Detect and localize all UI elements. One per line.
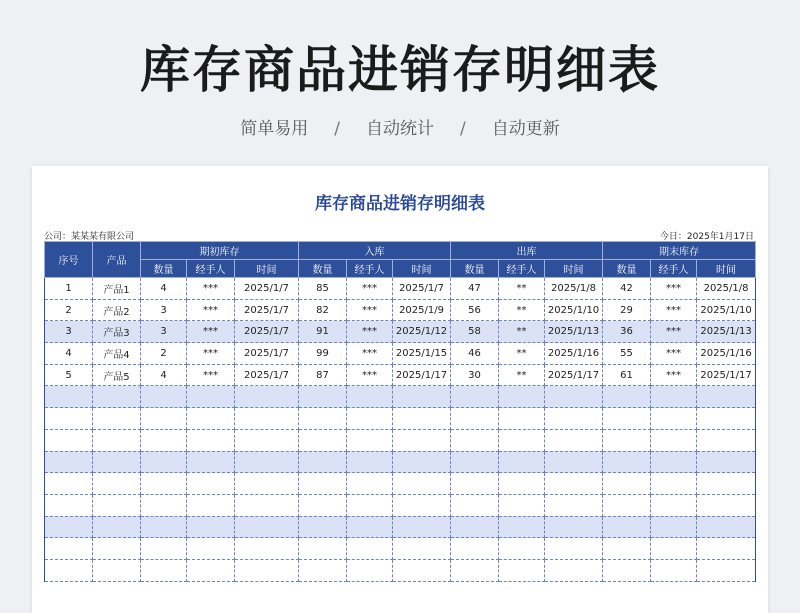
table-row [45, 429, 756, 451]
cell-in-qty: 99 [299, 343, 347, 365]
cell-close-date [697, 429, 756, 451]
cell-close-handler [651, 538, 697, 560]
header-row-groups [45, 242, 756, 260]
cell-in-qty: 85 [299, 278, 347, 300]
cell-open-handler [187, 408, 235, 430]
header-date: 时间 [235, 260, 299, 278]
cell-close-qty [603, 473, 651, 495]
cell-out-date [545, 386, 603, 408]
cell-index: 1 [45, 278, 93, 300]
cell-product [93, 559, 141, 581]
cell-out-handler [499, 386, 545, 408]
cell-open-date: 2025/1/7 [235, 278, 299, 300]
cell-in-date: 2025/1/9 [393, 299, 451, 321]
cell-close-date: 2025/1/16 [697, 343, 756, 365]
cell-product [93, 386, 141, 408]
today-label: 今日：2025年1月17日 [659, 232, 754, 242]
cell-out-handler [499, 538, 545, 560]
header-row-sub [45, 260, 756, 278]
cell-out-date: 2025/1/8 [545, 278, 603, 300]
header-handler: 经手人 [347, 260, 393, 278]
cell-open-date [235, 516, 299, 538]
cell-in-handler [347, 516, 393, 538]
cell-product: 产品2 [93, 299, 141, 321]
cell-out-qty: 58 [451, 321, 499, 343]
cell-index: 5 [45, 364, 93, 386]
cell-close-qty: 36 [603, 321, 651, 343]
cell-out-qty [451, 559, 499, 581]
cell-close-date [697, 538, 756, 560]
cell-open-handler: *** [187, 343, 235, 365]
cell-out-date: 2025/1/17 [545, 364, 603, 386]
cell-in-handler: *** [347, 343, 393, 365]
cell-open-handler [187, 559, 235, 581]
cell-in-qty: 91 [299, 321, 347, 343]
cell-open-handler [187, 429, 235, 451]
cell-product: 产品1 [93, 278, 141, 300]
cell-open-qty [141, 494, 187, 516]
cell-out-handler: ** [499, 343, 545, 365]
table-row [45, 451, 756, 473]
cell-index [45, 516, 93, 538]
cell-close-qty [603, 559, 651, 581]
cell-open-handler [187, 516, 235, 538]
cell-out-qty: 47 [451, 278, 499, 300]
cell-open-qty [141, 451, 187, 473]
cell-close-qty: 42 [603, 278, 651, 300]
spreadsheet-preview [32, 166, 768, 613]
cell-open-qty [141, 516, 187, 538]
header-group-closing: 期末库存 [603, 242, 756, 260]
cell-close-date [697, 408, 756, 430]
cell-out-qty [451, 429, 499, 451]
cell-index [45, 538, 93, 560]
cell-open-handler: *** [187, 299, 235, 321]
cell-out-date [545, 429, 603, 451]
cell-in-qty [299, 559, 347, 581]
cell-open-date [235, 494, 299, 516]
cell-in-qty [299, 516, 347, 538]
header-group-outbound: 出库 [451, 242, 603, 260]
cell-open-date: 2025/1/7 [235, 321, 299, 343]
cell-in-handler [347, 451, 393, 473]
cell-open-qty [141, 386, 187, 408]
cell-product [93, 451, 141, 473]
cell-close-qty: 55 [603, 343, 651, 365]
cell-close-date [697, 559, 756, 581]
cell-close-handler: *** [651, 299, 697, 321]
cell-in-handler [347, 538, 393, 560]
cell-in-date [393, 451, 451, 473]
cell-out-date: 2025/1/13 [545, 321, 603, 343]
cell-open-handler: *** [187, 364, 235, 386]
cell-close-qty [603, 429, 651, 451]
cell-out-date [545, 451, 603, 473]
cell-in-qty [299, 494, 347, 516]
cell-open-handler: *** [187, 321, 235, 343]
subtitle-separator: / [460, 119, 466, 139]
subtitle-auto-update: 自动更新 [491, 119, 560, 139]
subtitle-separator: / [334, 119, 340, 139]
cell-out-date [545, 473, 603, 495]
table-row [45, 408, 756, 430]
cell-open-qty: 4 [141, 278, 187, 300]
cell-in-qty [299, 386, 347, 408]
cell-open-qty [141, 408, 187, 430]
header-handler: 经手人 [499, 260, 545, 278]
cell-in-handler: *** [347, 364, 393, 386]
cell-out-qty [451, 451, 499, 473]
header-index: 序号 [45, 242, 93, 278]
cell-close-handler: *** [651, 278, 697, 300]
cell-open-qty [141, 538, 187, 560]
cell-out-date [545, 494, 603, 516]
cell-open-handler [187, 473, 235, 495]
cell-open-date [235, 386, 299, 408]
cell-out-date: 2025/1/10 [545, 299, 603, 321]
table-row [45, 538, 756, 560]
cell-close-handler: *** [651, 321, 697, 343]
cell-open-qty [141, 473, 187, 495]
cell-product [93, 494, 141, 516]
cell-in-date [393, 473, 451, 495]
inventory-table [44, 241, 756, 582]
cell-close-date [697, 516, 756, 538]
cell-index: 3 [45, 321, 93, 343]
cell-open-date [235, 473, 299, 495]
cell-close-qty [603, 408, 651, 430]
cell-close-date: 2025/1/17 [697, 364, 756, 386]
cell-in-handler: *** [347, 278, 393, 300]
table-row [45, 559, 756, 581]
cell-close-qty [603, 451, 651, 473]
cell-out-qty: 46 [451, 343, 499, 365]
cell-out-handler [499, 408, 545, 430]
header-qty: 数量 [603, 260, 651, 278]
cell-in-handler [347, 429, 393, 451]
cell-close-handler [651, 386, 697, 408]
cell-in-date [393, 494, 451, 516]
header-group-opening: 期初库存 [141, 242, 299, 260]
cell-close-handler [651, 408, 697, 430]
cell-out-handler: ** [499, 278, 545, 300]
cell-open-handler [187, 451, 235, 473]
cell-open-date [235, 429, 299, 451]
cell-in-date [393, 559, 451, 581]
cell-product [93, 516, 141, 538]
cell-in-date [393, 386, 451, 408]
table-row [45, 278, 756, 300]
cell-open-handler: *** [187, 278, 235, 300]
cell-product: 产品5 [93, 364, 141, 386]
cell-open-qty: 3 [141, 321, 187, 343]
cell-open-handler [187, 386, 235, 408]
cell-out-handler [499, 559, 545, 581]
subtitle-auto-stats: 自动统计 [366, 119, 434, 139]
cell-close-date [697, 494, 756, 516]
table-row [45, 343, 756, 365]
cell-in-qty: 87 [299, 364, 347, 386]
cell-in-qty [299, 451, 347, 473]
header-date: 时间 [393, 260, 451, 278]
cell-close-date [697, 473, 756, 495]
header-qty: 数量 [451, 260, 499, 278]
cell-close-handler [651, 494, 697, 516]
cell-close-qty: 61 [603, 364, 651, 386]
cell-product [93, 408, 141, 430]
company-label: 公司：某某某有限公司 [44, 232, 135, 242]
cell-close-date: 2025/1/10 [697, 299, 756, 321]
cell-open-date [235, 559, 299, 581]
cell-close-qty [603, 516, 651, 538]
cell-out-qty [451, 386, 499, 408]
cell-close-date: 2025/1/8 [697, 278, 756, 300]
cell-index [45, 494, 93, 516]
cell-out-handler [499, 494, 545, 516]
table-row [45, 516, 756, 538]
header-qty: 数量 [299, 260, 347, 278]
header-group-inbound: 入库 [299, 242, 451, 260]
cell-open-qty [141, 429, 187, 451]
cell-out-qty [451, 408, 499, 430]
header-handler: 经手人 [187, 260, 235, 278]
cell-in-handler [347, 473, 393, 495]
cell-close-date [697, 386, 756, 408]
cell-close-handler: *** [651, 343, 697, 365]
cell-in-date: 2025/1/15 [393, 343, 451, 365]
table-row [45, 364, 756, 386]
cell-open-qty [141, 559, 187, 581]
cell-close-handler [651, 559, 697, 581]
cell-index [45, 451, 93, 473]
cell-close-date [697, 451, 756, 473]
cell-index: 2 [45, 299, 93, 321]
cell-close-handler [651, 451, 697, 473]
cell-open-date: 2025/1/7 [235, 299, 299, 321]
cell-out-qty: 30 [451, 364, 499, 386]
cell-out-handler: ** [499, 299, 545, 321]
cell-index [45, 386, 93, 408]
cell-in-qty [299, 473, 347, 495]
page-subtitle [0, 114, 800, 139]
cell-product: 产品3 [93, 321, 141, 343]
cell-out-handler [499, 473, 545, 495]
cell-close-handler [651, 516, 697, 538]
cell-close-qty [603, 538, 651, 560]
cell-in-qty [299, 408, 347, 430]
cell-out-qty [451, 494, 499, 516]
header-date: 时间 [697, 260, 756, 278]
cell-in-qty [299, 538, 347, 560]
cell-out-handler: ** [499, 321, 545, 343]
cell-product [93, 473, 141, 495]
cell-in-date [393, 408, 451, 430]
cell-in-date [393, 429, 451, 451]
header-handler: 经手人 [651, 260, 697, 278]
cell-open-date: 2025/1/7 [235, 343, 299, 365]
cell-out-qty: 56 [451, 299, 499, 321]
cell-index [45, 473, 93, 495]
table-row [45, 386, 756, 408]
cell-out-date [545, 408, 603, 430]
table-row [45, 473, 756, 495]
cell-out-handler [499, 516, 545, 538]
cell-product [93, 538, 141, 560]
cell-in-date [393, 538, 451, 560]
cell-close-handler: *** [651, 364, 697, 386]
page-title: 库存商品进销存明细表 [140, 41, 660, 99]
header-qty: 数量 [141, 260, 187, 278]
cell-in-handler: *** [347, 321, 393, 343]
cell-out-date [545, 538, 603, 560]
cell-in-handler [347, 408, 393, 430]
cell-in-handler [347, 559, 393, 581]
cell-close-qty [603, 494, 651, 516]
cell-open-date [235, 451, 299, 473]
cell-in-qty [299, 429, 347, 451]
cell-close-qty [603, 386, 651, 408]
sheet-title: 库存商品进销存明细表 [315, 194, 485, 214]
cell-out-handler: ** [499, 364, 545, 386]
cell-product: 产品4 [93, 343, 141, 365]
cell-index [45, 408, 93, 430]
cell-close-date: 2025/1/13 [697, 321, 756, 343]
cell-in-handler [347, 386, 393, 408]
cell-open-qty: 3 [141, 299, 187, 321]
cell-in-date [393, 516, 451, 538]
cell-close-qty: 29 [603, 299, 651, 321]
cell-close-handler [651, 429, 697, 451]
cell-out-date: 2025/1/16 [545, 343, 603, 365]
cell-in-date: 2025/1/17 [393, 364, 451, 386]
cell-open-qty: 4 [141, 364, 187, 386]
cell-index: 4 [45, 343, 93, 365]
table-row [45, 321, 756, 343]
cell-open-date [235, 538, 299, 560]
cell-out-qty [451, 516, 499, 538]
table-row [45, 299, 756, 321]
table-body [45, 278, 756, 582]
cell-out-handler [499, 429, 545, 451]
subtitle-easy: 简单易用 [240, 119, 309, 139]
cell-out-qty [451, 538, 499, 560]
cell-in-date: 2025/1/12 [393, 321, 451, 343]
cell-out-qty [451, 473, 499, 495]
cell-product [93, 429, 141, 451]
cell-out-handler [499, 451, 545, 473]
cell-open-date: 2025/1/7 [235, 364, 299, 386]
cell-close-handler [651, 473, 697, 495]
header-product: 产品 [93, 242, 141, 278]
cell-out-date [545, 559, 603, 581]
cell-in-handler [347, 494, 393, 516]
cell-open-date [235, 408, 299, 430]
cell-index [45, 559, 93, 581]
cell-out-date [545, 516, 603, 538]
cell-open-handler [187, 494, 235, 516]
table-row [45, 494, 756, 516]
cell-index [45, 429, 93, 451]
cell-in-date: 2025/1/7 [393, 278, 451, 300]
cell-open-handler [187, 538, 235, 560]
cell-open-qty: 2 [141, 343, 187, 365]
cell-in-qty: 82 [299, 299, 347, 321]
header-date: 时间 [545, 260, 603, 278]
cell-in-handler: *** [347, 299, 393, 321]
